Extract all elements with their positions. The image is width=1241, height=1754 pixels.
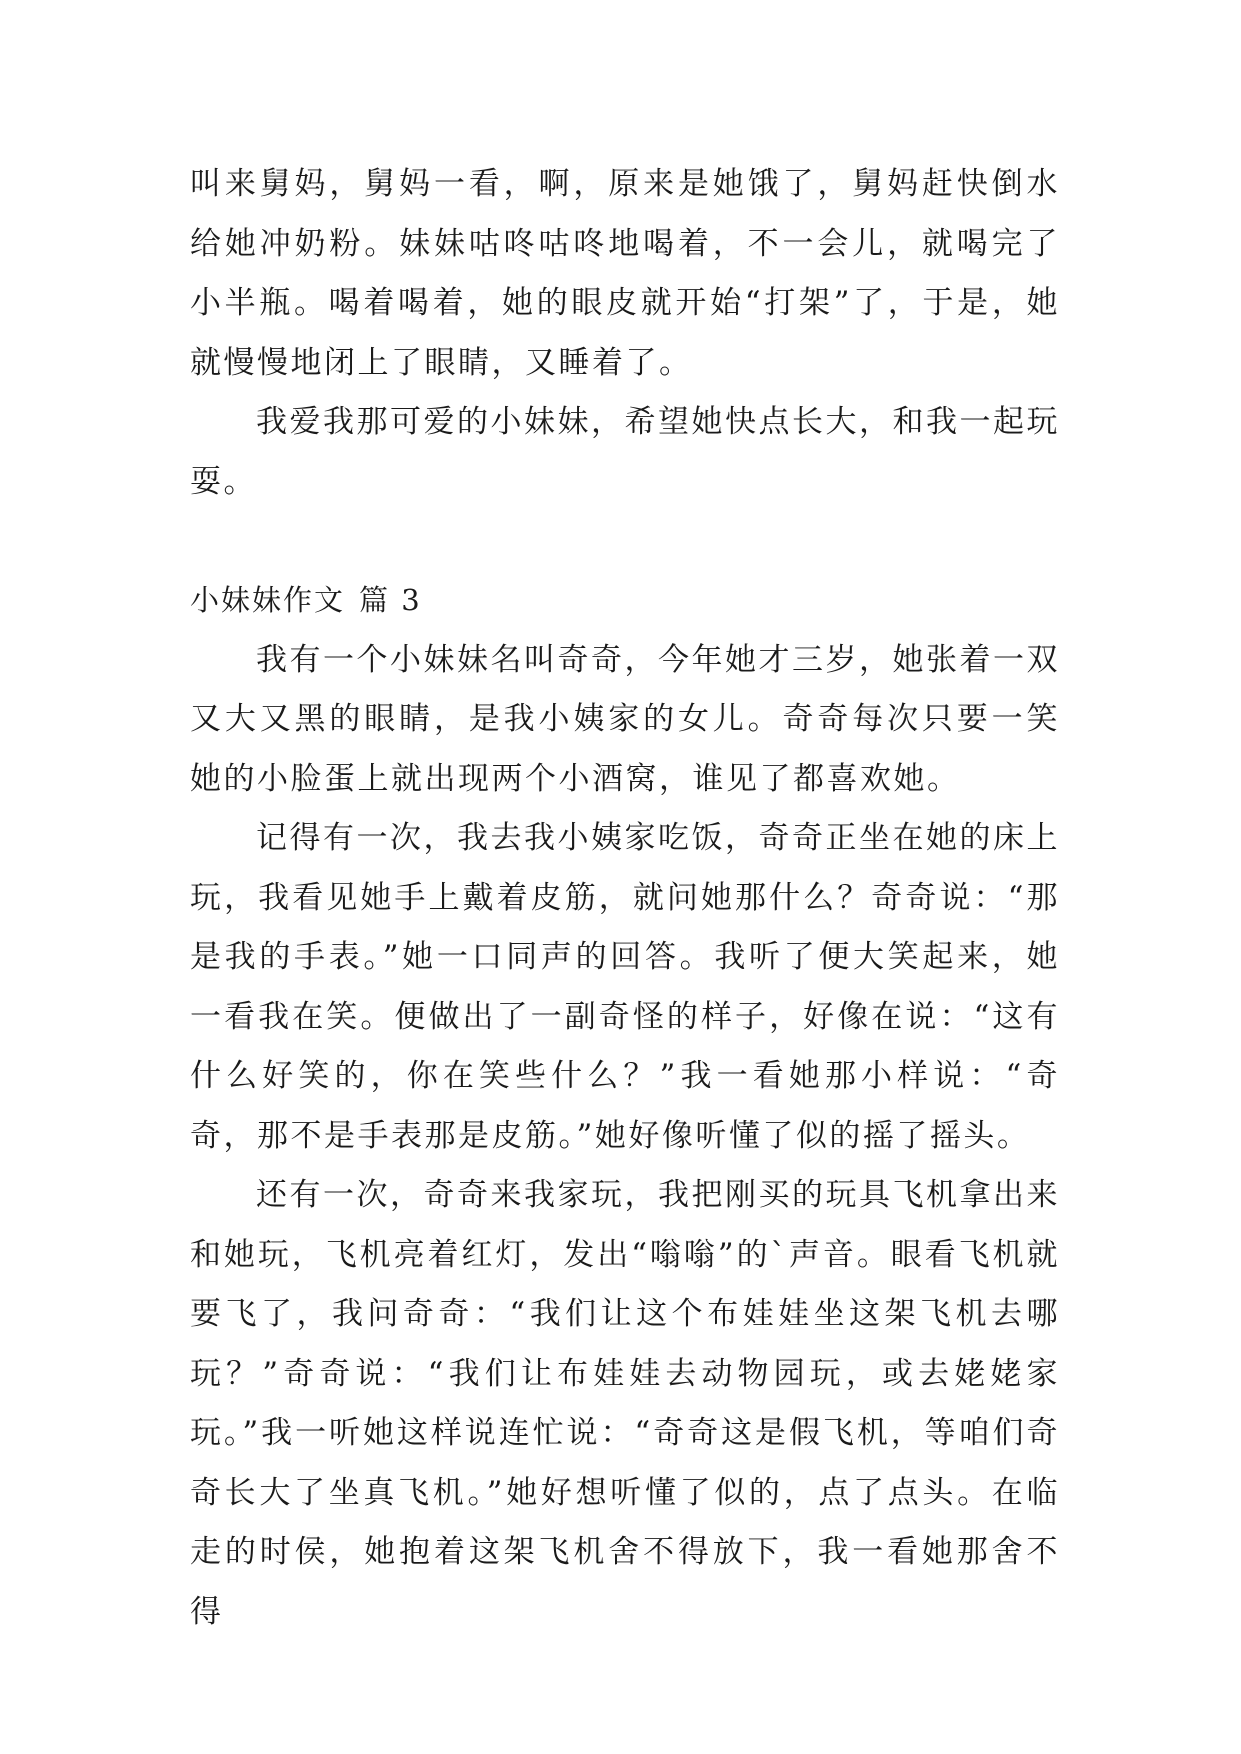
section-title: 小妹妹作文 <box>190 583 346 617</box>
section-spacer <box>190 512 1060 571</box>
paragraph-story-plane: 还有一次，奇奇来我家玩，我把刚买的玩具飞机拿出来和她玩，飞机亮着红灯，发出“嗡嗡”的`声音。眼看飞机就要飞了，我问奇奇：“我们让这个布娃娃坐这架飞机去哪玩？”奇奇说：“我们让布娃娃去动物园玩，或去姥姥家玩。”我一听她这样说连忙说：“奇奇这是假飞机，等咱们奇奇长大了坐真飞机。”她好想听懂了似的，点了点头。在临走的时侯，她抱着这架飞机舍不得放下，我一看她那舍不得 <box>190 1177 1060 1630</box>
paragraph-story-watch: 记得有一次，我去我小姨家吃饭，奇奇正坐在她的床上玩，我看见她手上戴着皮筋，就问她那什么？奇奇说：“那是我的手表。”她一口同声的回答。我听了便大笑起来，她一看我在笑。便做出了一副奇怪的样子，好像在说：“这有什么好笑的，你在笑些什么？”我一看她那小样说：“奇奇，那不是手表那是皮筋。”她好像听懂了似的摇了摇头。 <box>190 820 1060 1154</box>
paragraph-continued-1: 叫来舅妈，舅妈一看，啊，原来是她饿了，舅妈赶快倒水给她冲奶粉。妹妹咕咚咕咚地喝着，不一会儿，就喝完了小半瓶。喝着喝着，她的眼皮就开始“打架”了，于是，她就慢慢地闭上了眼睛，又睡着了。 <box>190 166 1060 381</box>
document-body <box>190 155 1060 1642</box>
paragraph-intro: 我有一个小妹妹名叫奇奇，今年她才三岁，她张着一双又大又黑的眼睛，是我小姨家的女儿。奇奇每次只要一笑她的小脸蛋上就出现两个小酒窝，谁见了都喜欢她。 <box>190 641 1060 797</box>
section-heading <box>190 571 1060 631</box>
section-number: 篇 3 <box>359 583 422 617</box>
paragraph-closing-1: 我爱我那可爱的小妹妹，希望她快点长大，和我一起玩耍。 <box>190 404 1060 500</box>
